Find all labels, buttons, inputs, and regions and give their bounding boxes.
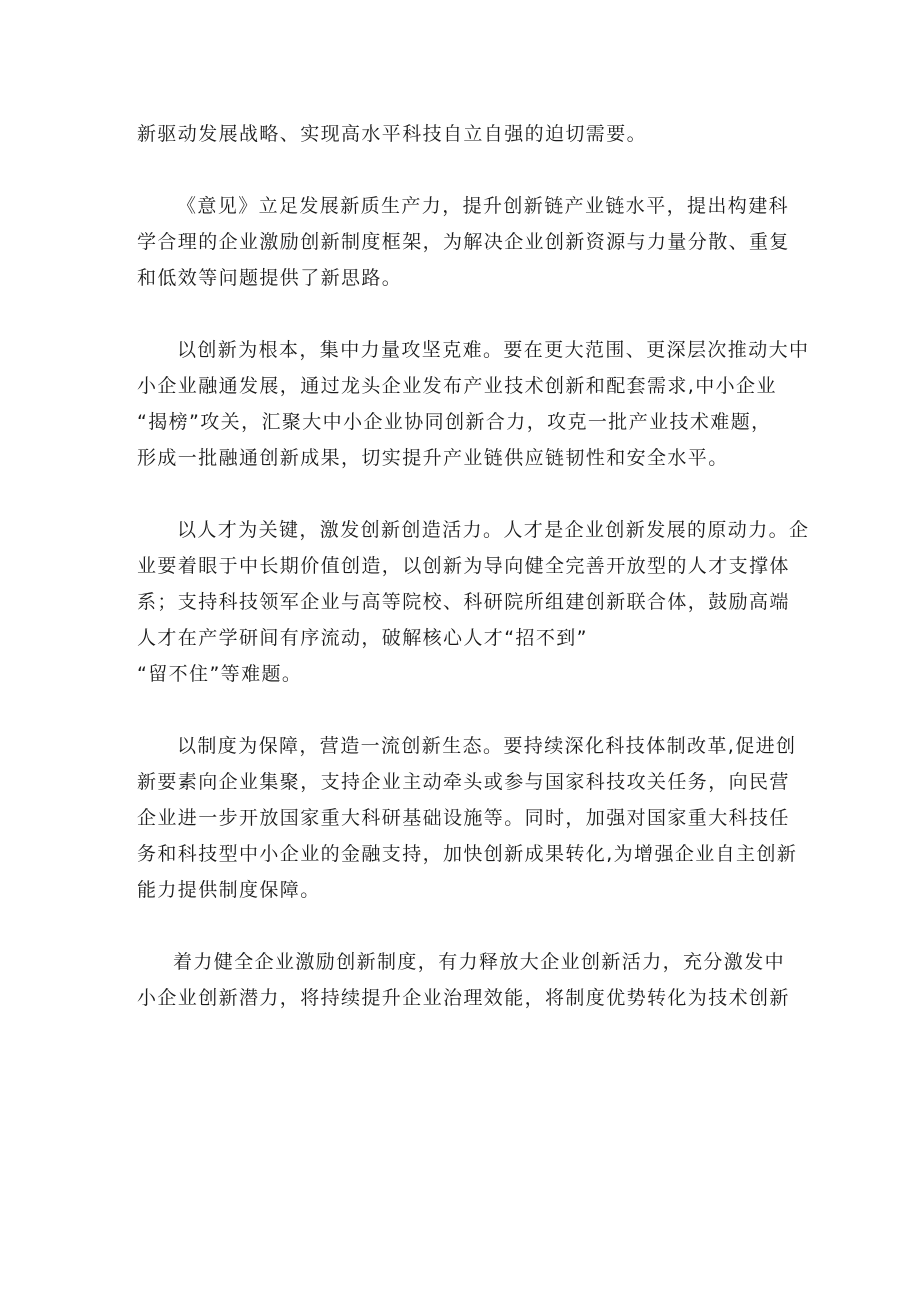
text-line: 以制度为保障，营造一流创新生态。要持续深化科技体制改革,促进创 — [177, 735, 797, 757]
text-line: 以人才为关键，激发创新创造活力。人才是企业创新发展的原动力。企 — [177, 519, 810, 541]
text-line: 业要着眼于中长期价值创造，以创新为导向健全完善开放型的人才支撑体 — [137, 555, 790, 577]
text-line: “揭榜”攻关，汇聚大中小企业协同创新合力，攻克一批产业技术难题， — [137, 411, 772, 433]
paragraph-3 — [137, 332, 810, 476]
paragraph-6 — [137, 944, 795, 1016]
text-line: 小企业创新潜力，将持续提升企业治理效能，将制度优势转化为技术创新 — [137, 987, 790, 1009]
text-line: 着力健全企业激励创新制度，有力释放大企业创新活力，充分激发中 — [173, 951, 786, 973]
text-line: 学合理的企业激励创新制度框架，为解决企业创新资源与力量分散、重复 — [137, 231, 790, 253]
text-line: 小企业融通发展，通过龙头企业发布产业技术创新和配套需求,中小企业 — [137, 375, 777, 397]
text-line: 《意见》立足发展新质生产力，提升创新链产业链水平，提出构建科 — [177, 195, 790, 217]
text-line: 以创新为根本，集中力量攻坚克难。要在更大范围、更深层次推动大中 — [177, 339, 810, 361]
text-line: “留不住”等难题。 — [137, 663, 303, 685]
article-body — [137, 116, 810, 1016]
text-line: 新驱动发展战略、实现高水平科技自立自强的迫切需要。 — [137, 123, 648, 145]
paragraph-4 — [137, 512, 810, 692]
text-line: 系；支持科技领军企业与高等院校、科研院所组建创新联合体，鼓励高端 — [137, 591, 790, 613]
text-line: 能力提供制度保障。 — [137, 879, 321, 901]
text-line: 新要素向企业集聚，支持企业主动牵头或参与国家科技攻关任务，向民营 — [137, 771, 790, 793]
paragraph-1 — [137, 116, 795, 152]
text-line: 企业进一步开放国家重大科研基础设施等。同时，加强对国家重大科技任 — [137, 807, 790, 829]
paragraph-5 — [137, 728, 798, 908]
text-line: 人才在产学研间有序流动，破解核心人才“招不到” — [137, 627, 588, 649]
text-line: 务和科技型中小企业的金融支持，加快创新成果转化,为增强企业自主创新 — [137, 843, 798, 865]
paragraph-2 — [137, 188, 795, 296]
text-line: 和低效等问题提供了新思路。 — [137, 267, 403, 289]
text-line: 形成一批融通创新成果，切实提升产业链供应链韧性和安全水平。 — [137, 447, 729, 469]
